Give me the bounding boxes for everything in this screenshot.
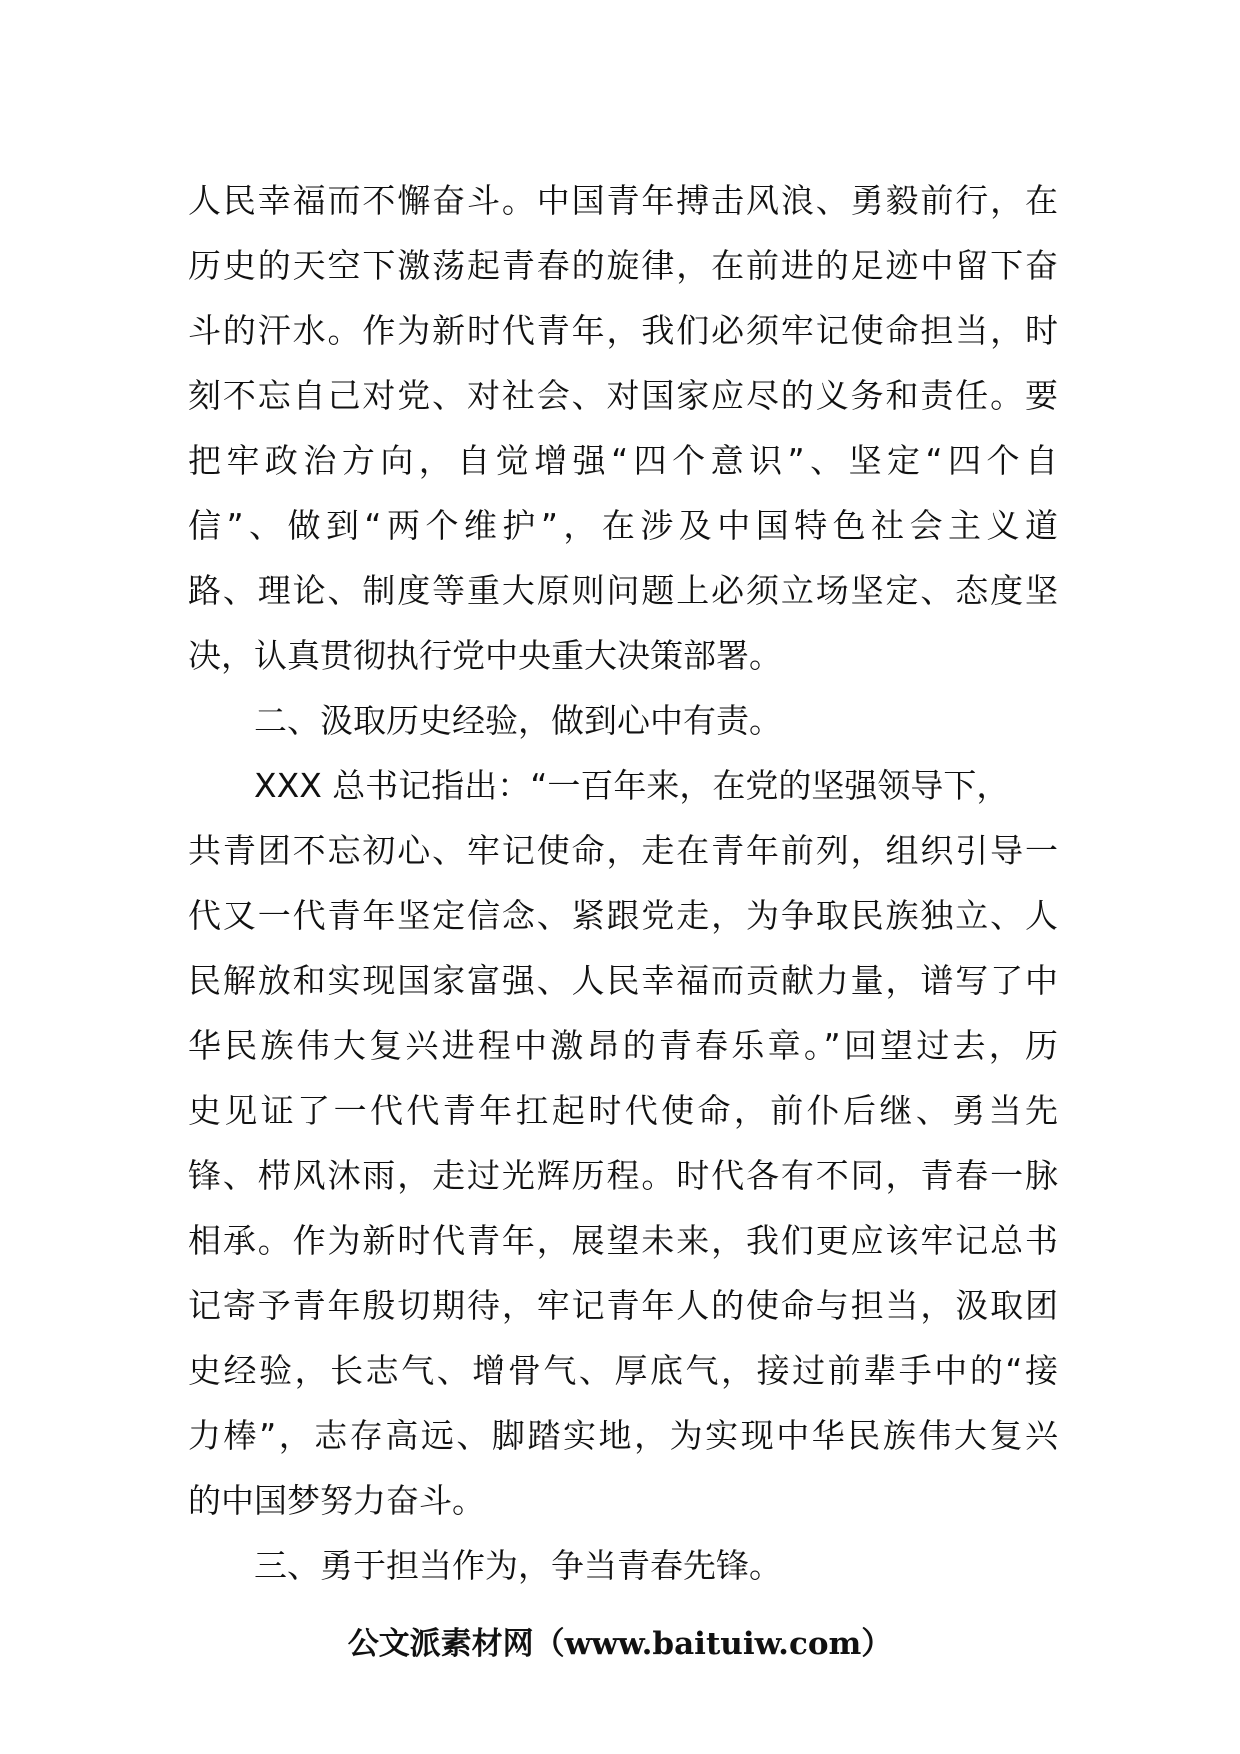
- section-heading: 二、汲取历史经验，做到心中有责。: [254, 701, 782, 740]
- paragraph-line: 历史的天空下激荡起青春的旋律，在前进的足迹中留下奋: [188, 246, 1058, 285]
- footer-watermark: 公文派素材网（www.baituiw.com）: [347, 1626, 893, 1662]
- paragraph-line: 刻不忘自己对党、对社会、对国家应尽的义务和责任。要: [188, 376, 1058, 415]
- paragraph-line: 路、理论、制度等重大原则问题上必须立场坚定、态度坚: [188, 571, 1058, 610]
- paragraph-line: 华民族伟大复兴进程中激昂的青春乐章。”回望过去，历: [188, 1026, 1058, 1065]
- paragraph-line: 人民幸福而不懈奋斗。中国青年搏击风浪、勇毅前行，在: [188, 181, 1058, 220]
- paragraph-line: 斗的汗水。作为新时代青年，我们必须牢记使命担当，时: [188, 311, 1058, 350]
- paragraph-line: 史经验，长志气、增骨气、厚底气，接过前辈手中的“接: [188, 1351, 1058, 1390]
- paragraph-line: 共青团不忘初心、牢记使命，走在青年前列，组织引导一: [188, 831, 1058, 870]
- paragraph-line: 记寄予青年殷切期待，牢记青年人的使命与担当，汲取团: [188, 1286, 1058, 1325]
- paragraph-line: 锋、栉风沐雨，走过光辉历程。时代各有不同，青春一脉: [188, 1156, 1058, 1195]
- paragraph-line: 民解放和实现国家富强、人民幸福而贡献力量，谱写了中: [188, 961, 1058, 1000]
- paragraph-line: 把牢政治方向，自觉增强“四个意识”、坚定“四个自: [188, 441, 1058, 480]
- paragraph-line: XXX 总书记指出：“一百年来，在党的坚强领导下，: [254, 766, 1010, 805]
- paragraph-line: 相承。作为新时代青年，展望未来，我们更应该牢记总书: [188, 1221, 1058, 1260]
- paragraph-line: 力棒”，志存高远、脚踏实地，为实现中华民族伟大复兴: [188, 1416, 1058, 1455]
- document-body: [188, 168, 1058, 1598]
- paragraph-line: 史见证了一代代青年扛起时代使命，前仆后继、勇当先: [188, 1091, 1058, 1130]
- paragraph-line: 决，认真贯彻执行党中央重大决策部署。: [188, 636, 782, 675]
- paragraph-line: 信”、做到“两个维护”，在涉及中国特色社会主义道: [188, 506, 1058, 545]
- paragraph-line: 代又一代青年坚定信念、紧跟党走，为争取民族独立、人: [188, 896, 1058, 935]
- section-heading: 三、勇于担当作为，争当青春先锋。: [254, 1546, 782, 1585]
- paragraph-line: 的中国梦努力奋斗。: [188, 1481, 485, 1520]
